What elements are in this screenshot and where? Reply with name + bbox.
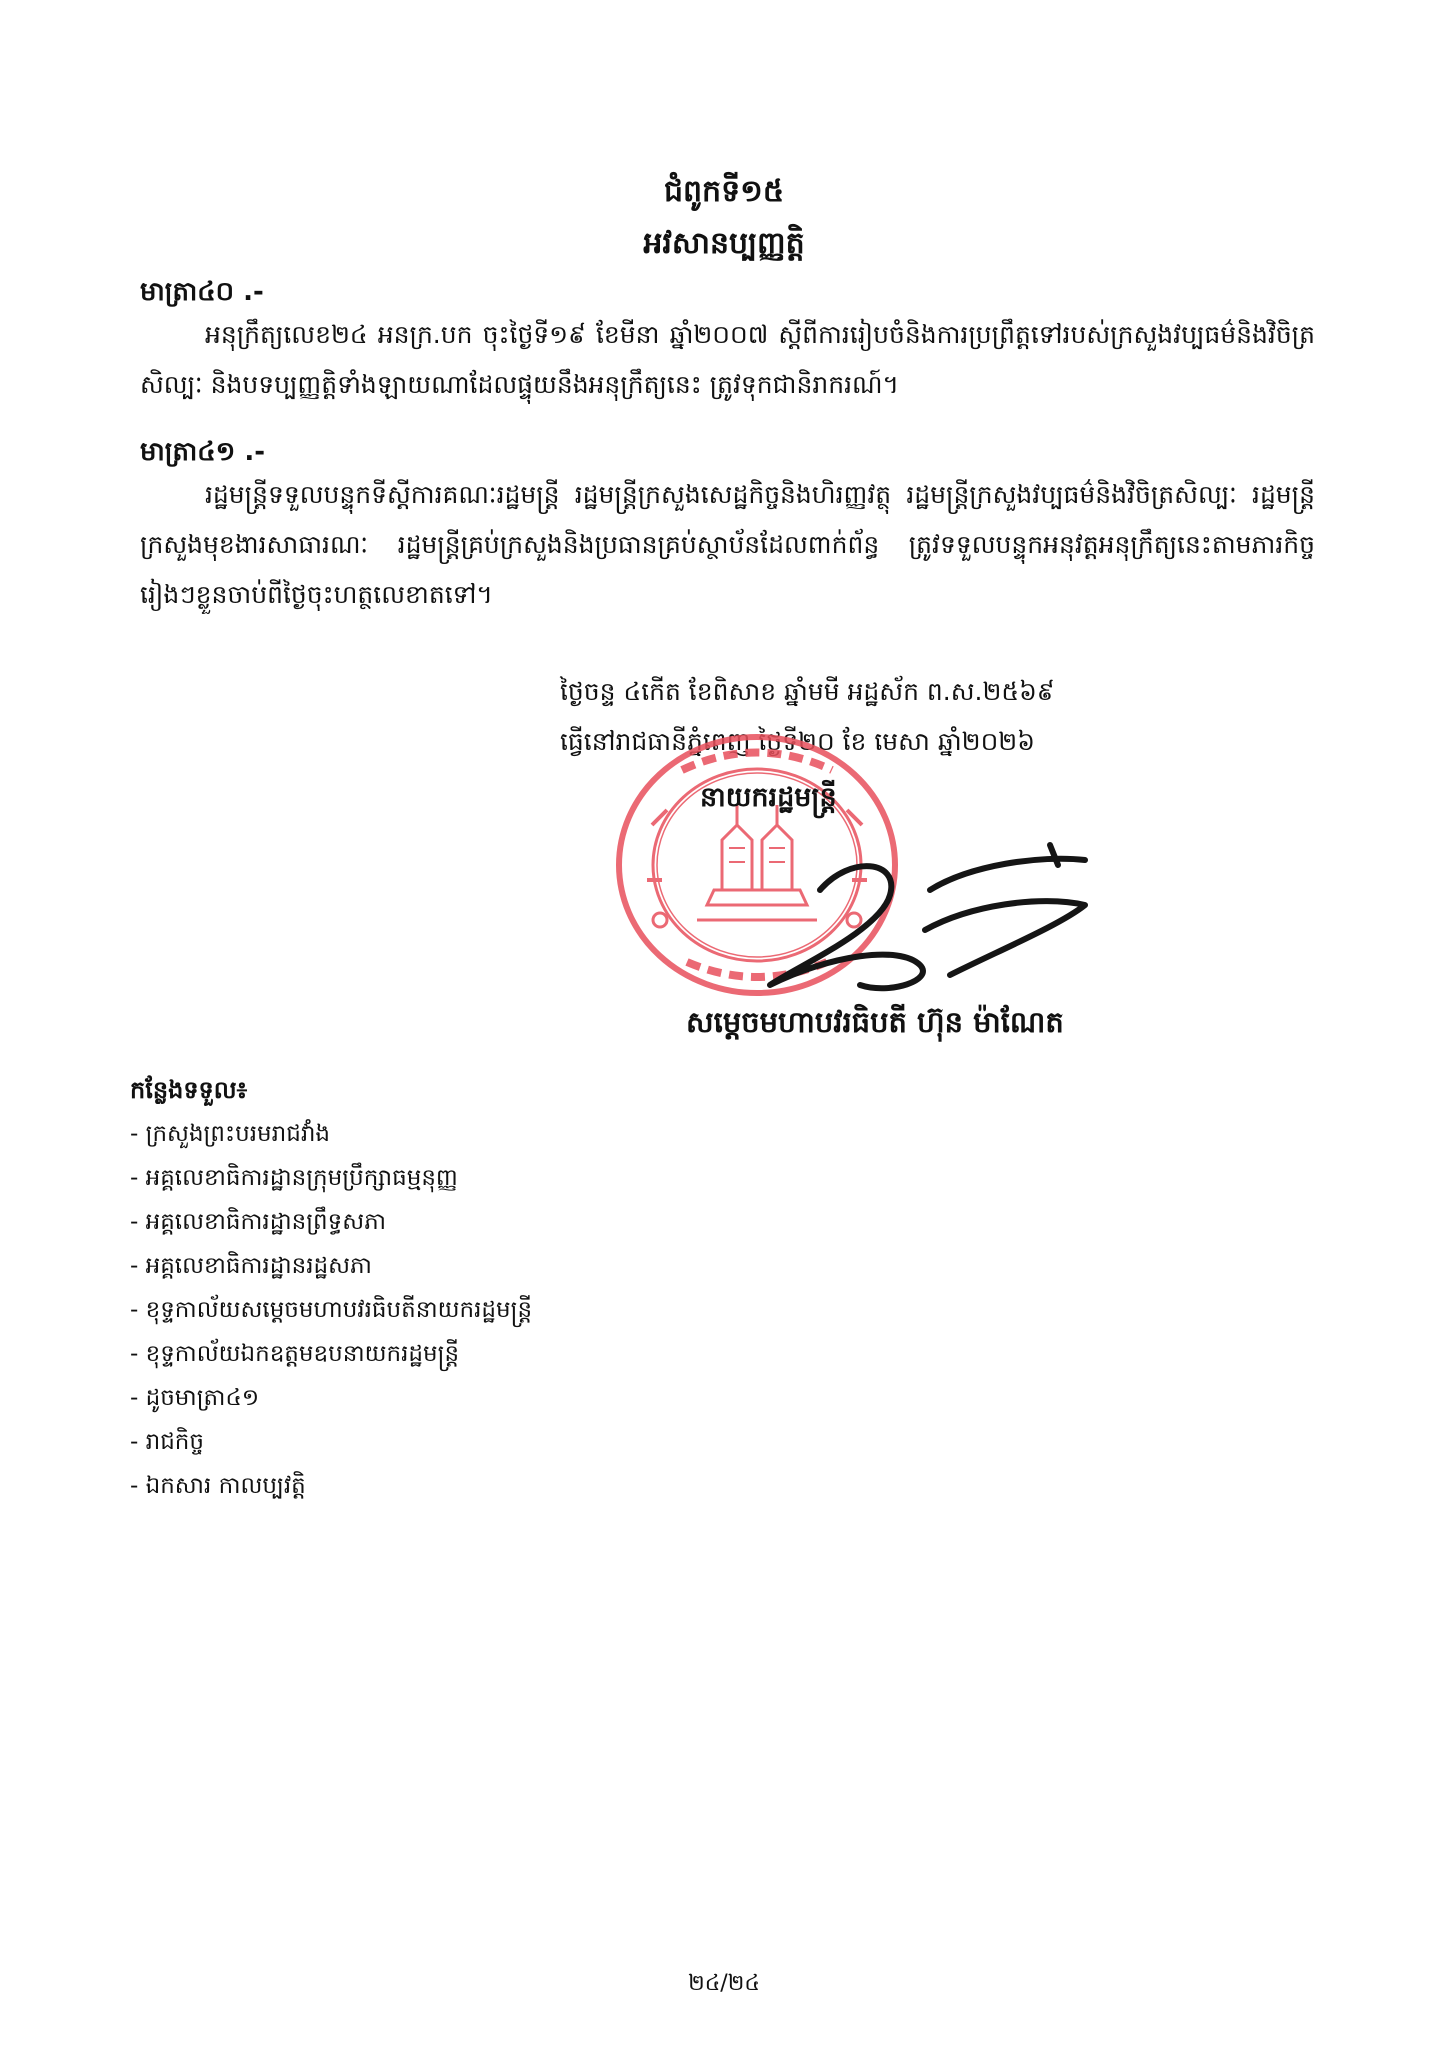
- place-date-line: ធ្វើនៅរាជធានីភ្នំពេញ ថ្ងៃទី២០ ខែ មេសា ឆ្នាំ២០២៦: [560, 727, 1035, 756]
- recipient-item: - អគ្គលេខាធិការដ្ឋានក្រុមប្រឹក្សាធម្មនុញ្ញ: [130, 1165, 458, 1191]
- signature-title: នាយករដ្ឋមន្ត្រី: [700, 782, 837, 813]
- article-41-body: រដ្ឋមន្ត្រីទទួលបន្ទុកទីស្តីការគណៈរដ្ឋមន្ត្រី រដ្ឋមន្ត្រីក្រសួងសេដ្ឋកិច្ចនិងហិរញ្ញវត្ថុ រដ្ឋមន្ត្រីក្រសួងវប្បធម៌និងវិចិត្រសិល្បៈ រដ្ឋមន្ត្រីក្រសួងមុខងារសាធារណៈ រដ្ឋមន្ត្រីគ្រប់ក្រសួងនិងប្រធានគ្រប់ស្ថាប័នដែលពាក់ព័ន្ធ ត្រូវទទួលបន្ទុកអនុវត្តអនុក្រឹត្យនេះតាមភារកិច្ចរៀងៗខ្លួនចាប់ពីថ្ងៃចុះហត្ថលេខាតទៅ។: [140, 480, 1315, 609]
- recipients-heading: កន្លែងទទួល៖: [130, 1076, 248, 1104]
- recipient-item: - ខុទ្ទកាល័យសម្តេចមហាបវរធិបតីនាយករដ្ឋមន្ត្រី: [130, 1297, 533, 1323]
- signatory-name: សម្តេចមហាបវរធិបតី ហ៊ុន ម៉ាណែត: [686, 1005, 1064, 1039]
- article-40-body: អនុក្រឹត្យលេខ២៤ អនក្រ.បក ចុះថ្ងៃទី១៩ ខែមីនា ឆ្នាំ២០០៧ ស្តីពីការរៀបចំនិងការប្រព្រឹត្តទៅរបស់ក្រសួងវប្បធម៌និងវិចិត្រសិល្បៈ និងបទប្បញ្ញត្តិទាំងឡាយណាដែលផ្ទុយនឹងអនុក្រឹត្យនេះ ត្រូវទុកជានិរាករណ៍។: [140, 320, 1315, 399]
- recipient-item: - ខុទ្ទកាល័យឯកឧត្តមឧបនាយករដ្ឋមន្ត្រី: [130, 1341, 460, 1367]
- chapter-title: ជំពូកទី១៥: [663, 174, 785, 209]
- article-41-heading: មាត្រា៤១ .-: [140, 437, 266, 467]
- article-40-heading: មាត្រា៤០ .-: [140, 277, 264, 307]
- recipient-list: [130, 1112, 532, 1508]
- page-number: ២៤/២៤: [688, 1971, 760, 1996]
- recipient-item: - ក្រសួងព្រះបរមរាជវាំង: [130, 1121, 331, 1147]
- recipient-item: - រាជកិច្ច: [130, 1429, 205, 1455]
- handwritten-signature-icon: [740, 835, 1100, 1005]
- chapter-subtitle: អវសានប្បញ្ញត្តិ: [643, 226, 805, 261]
- lunar-date-line: ថ្ងៃចន្ទ ៤កើត ខែពិសាខ ឆ្នាំមមី អដ្ឋស័ក ព.ស.២៥៦៩: [560, 677, 1055, 706]
- recipient-item: - ដូចមាត្រា៤១: [130, 1385, 260, 1411]
- recipient-item: - អគ្គលេខាធិការដ្ឋានព្រឹទ្ធសភា: [130, 1209, 387, 1235]
- recipient-item: - ឯកសារ កាលប្បវត្តិ: [130, 1473, 306, 1499]
- recipient-item: - អគ្គលេខាធិការដ្ឋានរដ្ឋសភា: [130, 1253, 372, 1279]
